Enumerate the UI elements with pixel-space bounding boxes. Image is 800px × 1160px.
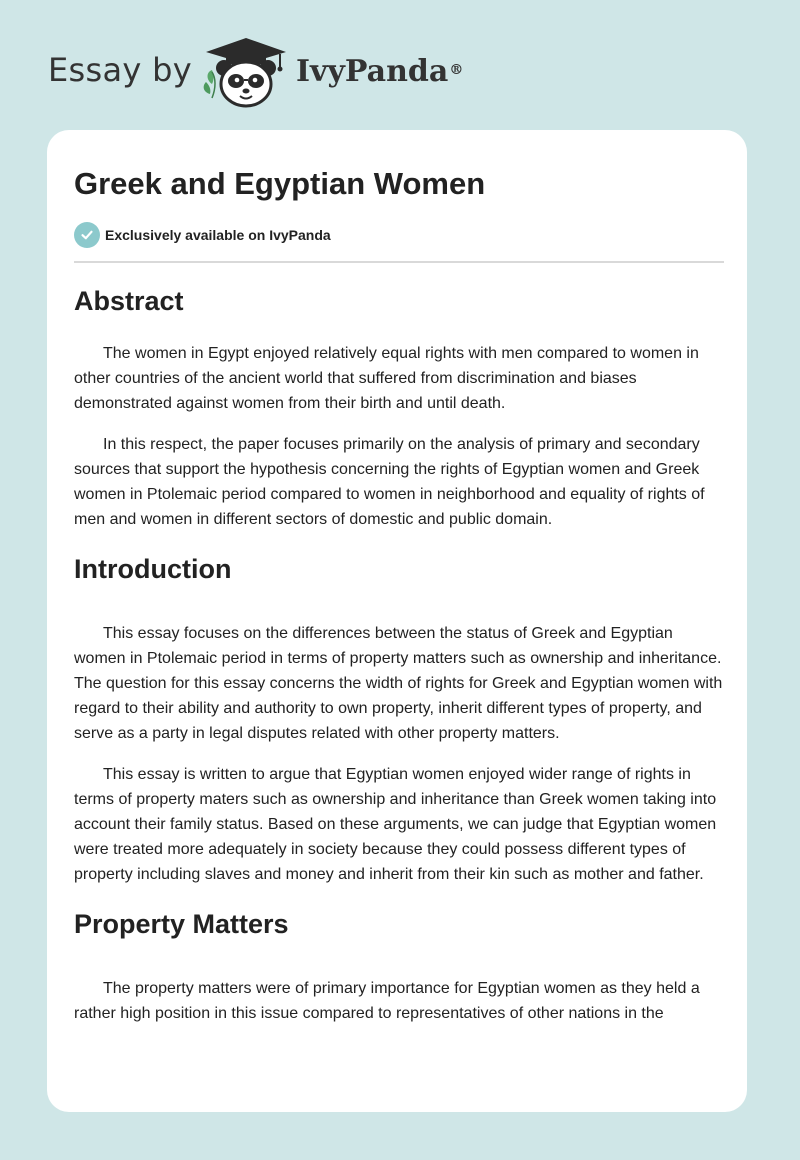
site-header <box>0 0 800 130</box>
brand-name[interactable] <box>296 52 463 92</box>
essay-card <box>47 130 747 1112</box>
registered-mark: ® <box>449 62 464 78</box>
section-heading-abstract: Abstract <box>74 286 184 316</box>
paragraph: The property matters were of primary importance for Egyptian women as they held a rather high position in this issue compared to representatives of other nations in the <box>74 980 700 1022</box>
essay-body <box>74 278 724 1026</box>
section-heading-property-matters: Property Matters <box>74 909 289 939</box>
title-divider <box>74 261 724 263</box>
check-icon <box>74 222 100 248</box>
section-heading-introduction: Introduction <box>74 554 232 584</box>
brand-name-text: IvyPanda <box>296 54 449 89</box>
exclusive-badge-text: Exclusively available on IvyPanda <box>105 227 331 243</box>
paragraph: This essay is written to argue that Egyptian women enjoyed wider range of rights in terms of property maters such as ownership and inheritance than Greek women taking into account their family status. Based on these arguments, we can judge that Egyptian women were treated more adequately in society because they could possess different types of property including slaves and money and inherit from their kin such as mother and father. <box>74 766 717 883</box>
paragraph: In this respect, the paper focuses primarily on the analysis of primary and secondary sources that support the hypothesis concerning the rights of Egyptian women and Greek women in Ptolemaic period compared to women in neighborhood and equality of rights of men and women in different sectors of domestic and public domain. <box>74 436 705 528</box>
exclusive-badge <box>74 222 331 248</box>
paragraph: This essay focuses on the differences between the status of Greek and Egyptian women in Ptolemaic period in terms of property matters such as ownership and inheritance. The question for this essay concerns the width of rights for Greek and Egyptian women with regard to their ability and authority to own property, inherit different types of property, and serve as a party in legal disputes related with other property matters. <box>74 625 723 742</box>
brand-prefix: Essay by <box>48 51 192 89</box>
paragraph: The women in Egypt enjoyed relatively equal rights with men compared to women in other countries of the ancient world that suffered from discrimination and biases demonstrated against women from their birth and until death. <box>74 345 699 412</box>
page-title: Greek and Egyptian Women <box>74 166 486 201</box>
panda-logo-icon[interactable] <box>200 36 292 108</box>
